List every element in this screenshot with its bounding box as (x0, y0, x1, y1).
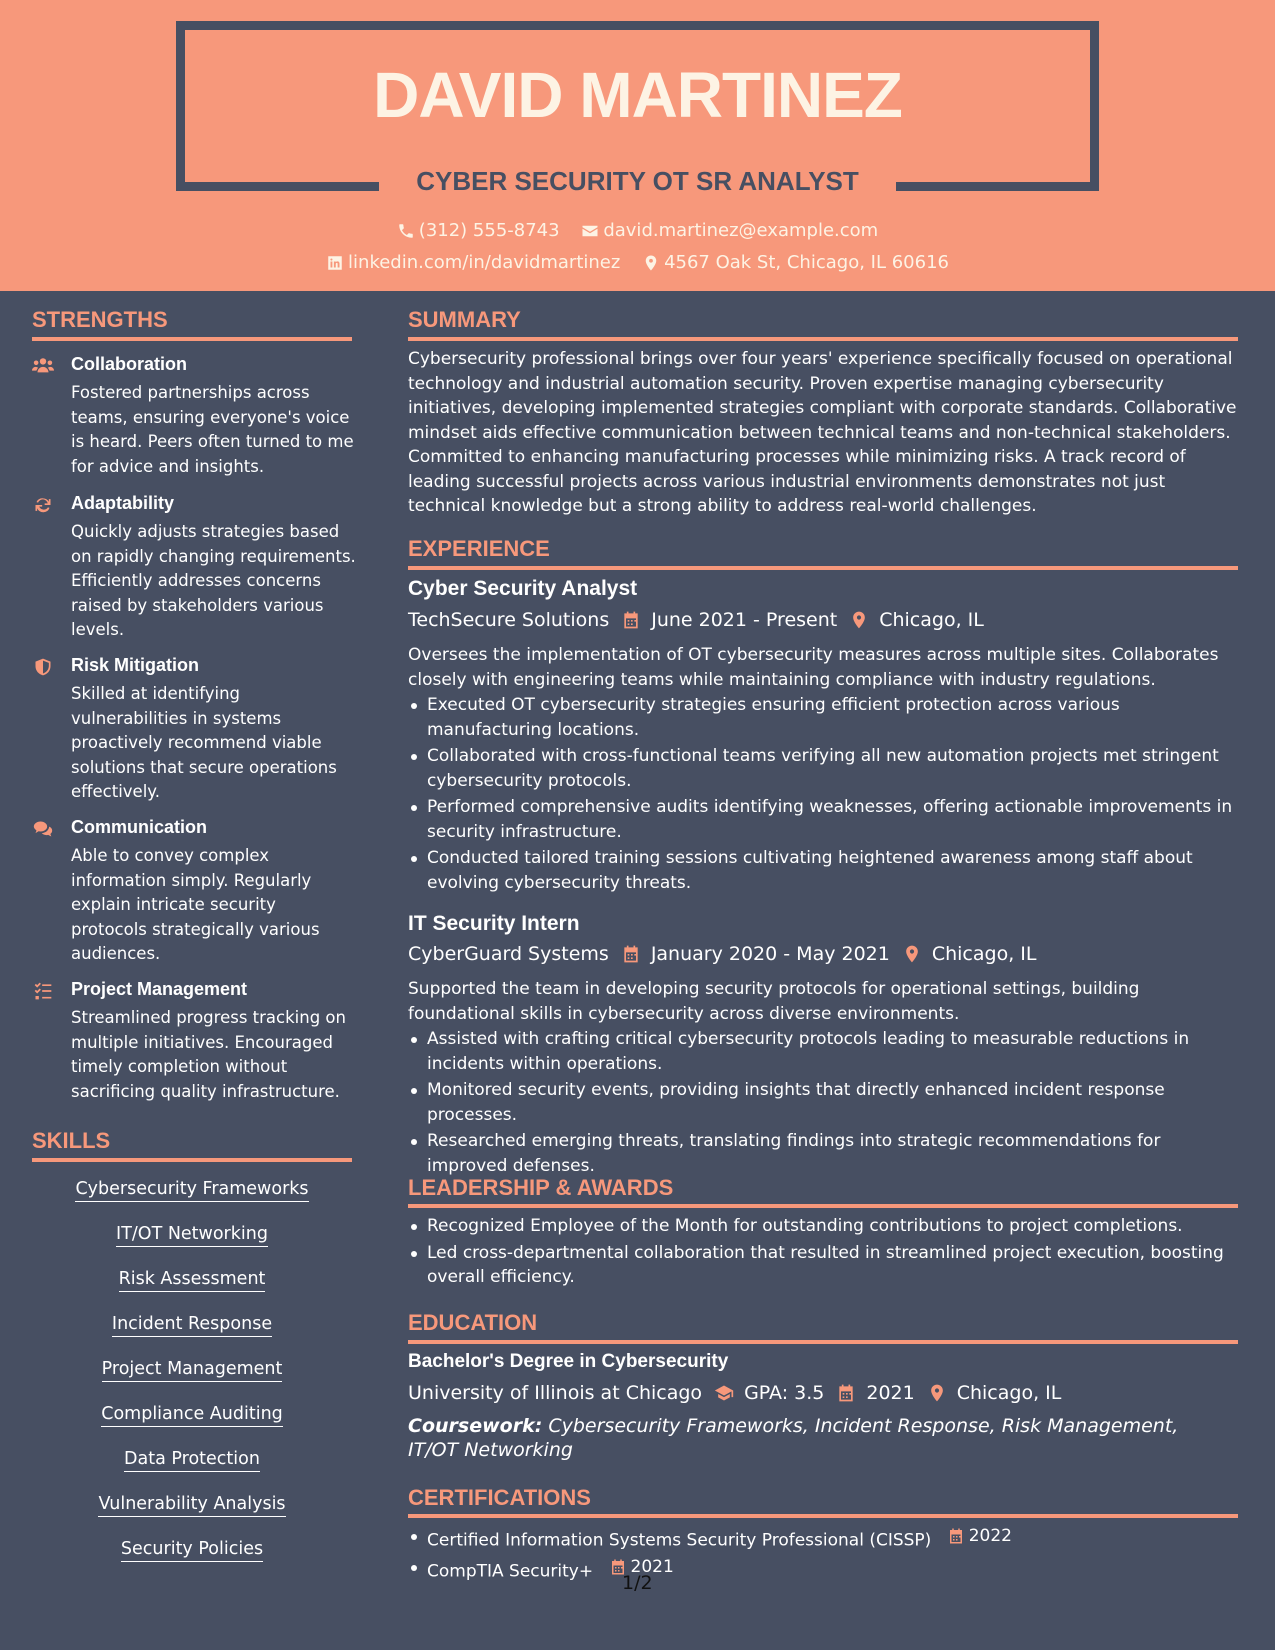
strength-desc: Streamlined progress tracking on multiple initiatives. Encouraged timely completion without sacrificing quality infrastructure. (71, 1008, 346, 1101)
contact-row-2 (0, 252, 1275, 277)
email-contact[interactable] (581, 220, 878, 241)
skill-tag (32, 1314, 352, 1337)
strength-desc: Fostered partnerships across teams, ensuring everyone's voice is heard. Peers often turned to me for advice and insights. (71, 383, 354, 476)
address-contact (642, 252, 949, 273)
experience-heading: EXPERIENCE (408, 536, 550, 561)
job-description: Supported the team in developing security protocols for operational settings, building foundational skills in cybersecurity across diverse environments. (408, 979, 1140, 1024)
summary-divider (408, 337, 1238, 341)
graduation-year: 2021 (866, 1382, 915, 1404)
phone-text: (312) 555-8743 (418, 220, 560, 241)
envelope-icon (581, 222, 599, 240)
list-item: Executed OT cybersecurity strategies ensuring efficient protection across various manufacturing locations. (408, 693, 1238, 742)
skill-label: IT/OT Networking (116, 1224, 268, 1247)
skill-tag (32, 1449, 352, 1472)
list-item: Researched emerging threats, translating findings into strategic recommendations for improved defenses. (408, 1129, 1238, 1178)
skill-tag (32, 1494, 352, 1517)
leadership-heading: LEADERSHIP & AWARDS (408, 1175, 674, 1200)
skills-heading: SKILLS (32, 1128, 111, 1153)
list-item (408, 1555, 1238, 1584)
gpa: GPA: 3.5 (744, 1382, 825, 1404)
calendar-icon (947, 1527, 965, 1545)
tasks-icon (32, 981, 56, 1001)
calendar-icon (621, 610, 641, 630)
skills-divider (32, 1158, 352, 1162)
strength-desc: Quickly adjusts strategies based on rapidly changing requirements. Efficiently addresses concerns raised by stakeholders various levels. (71, 522, 356, 639)
job-bullets (408, 1027, 1238, 1180)
calendar-icon (836, 1383, 856, 1403)
phone-icon (397, 222, 415, 240)
education-heading: EDUCATION (408, 1310, 538, 1335)
company-name: TechSecure Solutions (408, 609, 610, 631)
leadership-divider (408, 1204, 1238, 1208)
strength-desc: Skilled at identifying vulnerabilities in systems proactively recommend viable solutions that secure operations effectively. (71, 684, 337, 801)
certification-year: 2021 (630, 1556, 674, 1577)
calendar-icon (621, 944, 641, 964)
location-pin-icon (642, 254, 660, 272)
strength-desc: Able to convey complex information simply. Regularly explain intricate security protocols strategically various audiences. (71, 846, 320, 963)
certifications-heading: CERTIFICATIONS (408, 1485, 591, 1510)
experience-divider (408, 566, 1238, 570)
leadership-bullets (408, 1214, 1238, 1292)
job-location: Chicago, IL (931, 943, 1037, 965)
comments-icon (32, 819, 56, 839)
job-title: CYBER SECURITY OT SR ANALYST (416, 166, 859, 196)
skill-label: Vulnerability Analysis (98, 1494, 285, 1517)
certification-list (408, 1524, 1238, 1586)
phone-contact[interactable] (397, 220, 560, 241)
summary-heading: SUMMARY (408, 307, 521, 332)
skill-label: Data Protection (124, 1449, 260, 1472)
job-description: Oversees the implementation of OT cybersecurity measures across multiple sites. Collaborates closely with engineering teams while maintaining compliance with industry regulations. (408, 645, 1219, 690)
list-item: Performed comprehensive audits identifying weaknesses, offering actionable improvements in security infrastructure. (408, 795, 1238, 844)
skill-label: Compliance Auditing (101, 1404, 283, 1427)
certification-year-group (947, 1524, 1012, 1549)
job-meta (408, 609, 984, 631)
address-text: 4567 Oak St, Chicago, IL 60616 (664, 252, 949, 273)
skill-label: Security Policies (121, 1539, 263, 1562)
sync-icon (32, 495, 56, 515)
linkedin-text: linkedin.com/in/davidmartinez (348, 252, 621, 273)
strengths-heading: STRENGTHS (32, 307, 168, 332)
users-icon (32, 356, 56, 376)
job-dates: January 2020 - May 2021 (650, 943, 890, 965)
skill-tag (32, 1404, 352, 1427)
coursework-list: Cybersecurity Frameworks, Incident Response, Risk Management, IT/OT Networking (408, 1415, 1179, 1461)
linkedin-icon (326, 254, 344, 272)
linkedin-contact[interactable] (326, 252, 620, 273)
school-name: University of Illinois at Chicago (408, 1382, 703, 1404)
certifications-divider (408, 1514, 1238, 1518)
location-pin-icon (849, 610, 869, 630)
certification-name: CompTIA Security+ (427, 1561, 594, 1581)
list-item: Collaborated with cross-functional teams verifying all new automation projects met stringent cybersecurity protocols. (408, 744, 1238, 793)
skill-tag (32, 1179, 352, 1202)
strengths-divider (32, 337, 352, 341)
skill-tag (32, 1359, 352, 1382)
company-name: CyberGuard Systems (408, 943, 609, 965)
job-location: Chicago, IL (879, 609, 984, 631)
list-item: Recognized Employee of the Month for outstanding contributions to project completions. (408, 1214, 1238, 1239)
education-divider (408, 1340, 1238, 1344)
skill-label: Risk Assessment (119, 1269, 266, 1292)
skill-tag (32, 1539, 352, 1562)
certification-year: 2022 (968, 1526, 1012, 1546)
location-pin-icon (902, 944, 922, 964)
strength-title: Adaptability (71, 493, 175, 513)
graduation-cap-icon (714, 1383, 734, 1403)
list-item: Conducted tailored training sessions cultivating heightened awareness among staff about evolving cybersecurity threats. (408, 846, 1238, 895)
certification-name: Certified Information Systems Security Professional (CISSP) (427, 1530, 932, 1551)
strength-title: Project Management (71, 979, 248, 999)
shield-icon (32, 657, 56, 677)
resume-header (0, 0, 1275, 291)
education-meta (408, 1382, 1061, 1404)
strength-title: Collaboration (71, 354, 187, 374)
job-meta (408, 943, 1036, 965)
degree-title: Bachelor's Degree in Cybersecurity (408, 1351, 729, 1372)
job-bullets (408, 693, 1238, 897)
skill-tag (32, 1269, 352, 1292)
job-role: IT Security Intern (408, 912, 580, 935)
page-number: 1/2 (622, 1572, 653, 1594)
skill-label: Incident Response (112, 1314, 272, 1337)
contact-row-1 (0, 220, 1275, 245)
coursework-label: Coursework: (408, 1415, 543, 1437)
email-text: david.martinez@example.com (603, 220, 879, 241)
job-role: Cyber Security Analyst (408, 577, 638, 600)
list-item (408, 1524, 1238, 1553)
summary-text: Cybersecurity professional brings over four years' experience specifically focused on operational technology and industrial automation security. Proven expertise managing cybersecurity initiatives, developing implemented strategies compliant with corporate standards. Collaborative mindset aids effective communication between technical teams and non-technical stakeholders. Committed to enhancing manufacturing processes while minimizing risks. A track record of leading successful projects across various industrial environments demonstrates not just technical knowledge but a strong ability to address real-world challenges. (408, 349, 1237, 516)
education-location: Chicago, IL (956, 1382, 1062, 1404)
strength-title: Risk Mitigation (71, 655, 200, 675)
skill-tag (32, 1224, 352, 1247)
location-pin-icon (927, 1383, 947, 1403)
strength-title: Communication (71, 817, 208, 837)
list-item: Monitored security events, providing insights that directly enhanced incident response processes. (408, 1078, 1238, 1127)
candidate-name: DAVID MARTINEZ (373, 59, 902, 131)
skill-label: Project Management (102, 1359, 283, 1382)
skill-label: Cybersecurity Frameworks (75, 1179, 308, 1202)
job-dates: June 2021 - Present (651, 609, 838, 631)
list-item: Led cross-departmental collaboration that resulted in streamlined project execution, boosting overall efficiency. (408, 1241, 1238, 1290)
list-item: Assisted with crafting critical cybersecurity protocols leading to measurable reductions in incidents within operations. (408, 1027, 1238, 1076)
coursework (408, 1414, 1218, 1462)
